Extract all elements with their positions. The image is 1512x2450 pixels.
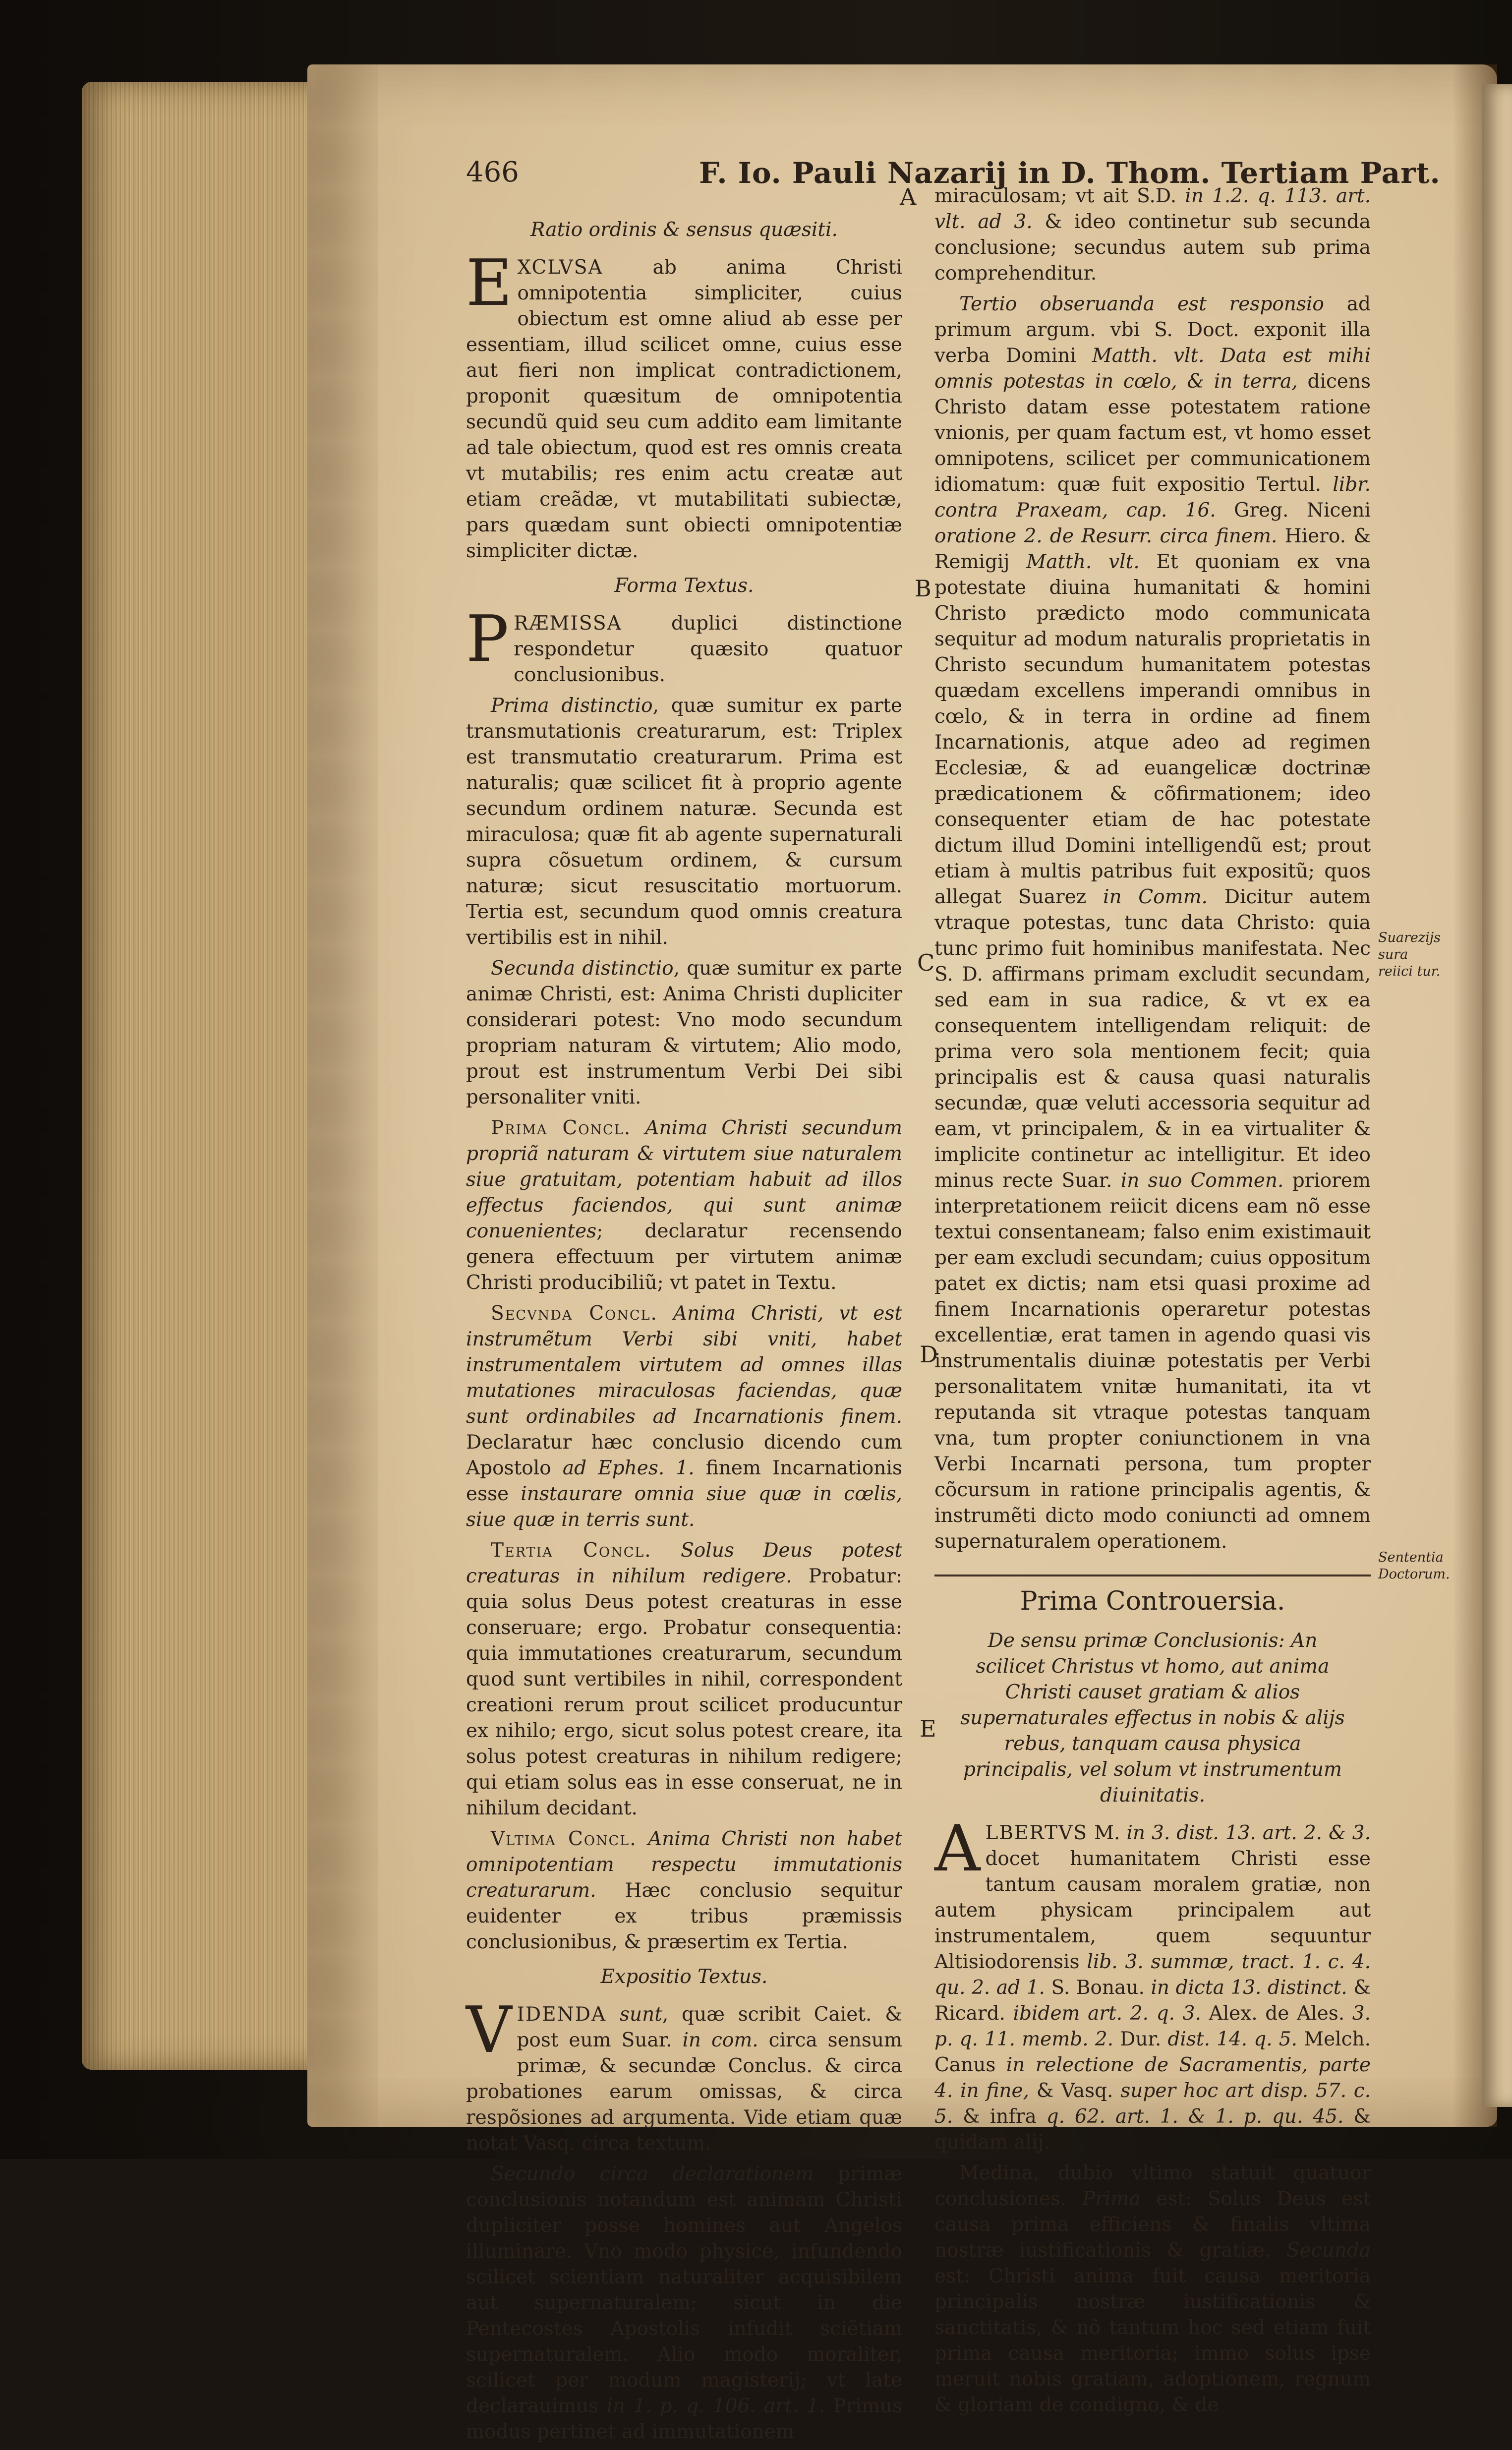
paragraph: Tertio obseruanda est responsio ad primum argum. vbi S. Doct. exponit illa verba Domini Matth. vlt. Data est mihi omnis potestas in cœlo, & in terra, dicens Christo datam esse potestatem ratione vnionis, per quam factum est, vt homo esset omnipotens, scilicet per communicationem idiomatum: quæ fuit expositio Tertul. libr. contra Praxeam, cap. 16. Greg. Niceni oratione 2. de Resurr. circa finem. Hiero. & Remigij Matth. vlt. Et quoniam ex vna potestate diuina humanitati & homini Christo prædicto modo communicata sequitur ad modum naturalis proprietatis in Christo secundum humanitatem potestas quædam excellens imperandi omnibus in cœlo, & in terra in ordine ad finem Incarnationis, atque adeo ad regimen Ecclesiæ, & ad euangelicæ doctrinæ prædicationem & cõfirmationem; ideo consequenter etiam de hac potestate dictum illud Domini intelligendũ est; prout etiam à multis patribus fuit expositũ; quos allegat Suarez in Comm. Dicitur autem vtraque potestas, tunc data Christo: quia tunc primo fuit hominibus manifestata. Nec S. D. affirmans primam excludit secundam, sed eam in sua radice, & vt ex ea consequentem intelligendam reliquit: de prima vero sola mentionem fecit; quia principalis est & causa quasi naturalis secundæ, quæ veluti accessoria sequitur ad eam, vt principalem, & in ea virtualiter & implicite continetur ac intelligitur. Et ideo minus recte Suar. in suo Commen. priorem interpretationem reiicit dicens eam nõ esse textui consentaneam; falso enim existimauit per eam excludi secundam; cuius oppositum patet ex dictis; nam etsi quasi proxime ad finem Incarnationis operaretur potestas excellentiæ, erat tamen in agendo quasi vis instrumentalis diuinæ potestatis per Verbi personalitatem vnitæ humanitati, ita vt reputanda sit vtraque potestas tanquam vna, tum propter coniunctionem in vna Verbi Incarnati persona, tum propter cõcursum in ratione principalis agentis, & instrumẽti dicto modo coniuncti ad omnem supernaturalem operationem. <box>934 293 1371 1553</box>
text-column-left <box>466 208 902 2450</box>
paragraph: Secvnda Concl. Anima Christi, vt est instrumẽtum Verbi sibi vniti, habet instrumentalem virtutem ad omnes illas mutationes miraculosas faciendas, quæ sunt ordinabiles ad Incarnationis finem. Declaratur hæc conclusio dicendo cum Apostolo ad Ephes. 1. finem Incarnationis esse instaurare omnia siue quæ in cœlis, siue quæ in terris sunt. <box>466 1302 902 1531</box>
drop-cap: E <box>466 246 513 320</box>
paragraph: PRÆMISSA duplici distinctione respondetur quæsito quatuor conclusionibus. <box>466 602 902 686</box>
page-number: 466 <box>466 156 519 188</box>
paragraph: Tertia Concl. Solus Deus potest creaturas in nihilum redigere. Probatur: quia solus Deus potest creaturas in esse conseruare; ergo. Probatur consequentia: quia immutationes creaturarum, secundum quod sunt vertibiles in nihil, correspondent creationi rerum prout scilicet producuntur ex nihilo; ergo, sicut solus potest creare, ita solus potest creaturas in nihilum redigere; qui etiam solus eas in esse conseruat, ne in nihilum decidant. <box>466 1539 903 1819</box>
paragraph: miraculosam; vt ait S.D. in 1.2. q. 113. art. vlt. ad 3. & ideo continetur sub secunda conclusione; secundus autem sub prima comprehenditur. <box>934 185 1371 285</box>
facing-page-edge <box>1482 84 1512 2107</box>
paragraph: Prima Concl. Anima Christi secundum propriã naturam & virtutem siue naturalem siue gratuitam, potentiam habuit ad illos effectus faciendos, qui sunt animæ conuenientes; declaratur recensendo genera effectuum per virtutem animæ Christi producibiliũ; vt patet in Textu. <box>466 1117 902 1294</box>
section-heading: Ratio ordinis & sensus quæsiti. <box>530 219 838 241</box>
paragraph: VIDENDA sunt, quæ scribit Caiet. & post eum Suar. in com. circa sensum primæ, & secundæ Conclus. & circa probationes earum omissas, & circa respõsiones ad argumenta. Vide etiam quæ notat Vasq. circa textum. <box>466 1993 902 2155</box>
controversy-subtitle: De sensu primæ Conclusionis: An scilicet Christus vt homo, aut anima Christi causet gratiam & alios supernaturales effectus in nobis & alijs rebus, tanquam causa physica principalis, vel solum vt instrumentum diuinitatis. <box>960 1630 1345 1807</box>
margin-letter-b: B <box>915 575 931 602</box>
margin-letter-d: D <box>920 1341 938 1368</box>
paragraph: Prima distinctio, quæ sumitur ex parte transmutationis creaturarum, est: Triplex est transmutatio creaturarum. Prima est naturalis; quæ scilicet fit à proprio agente secundum ordinem naturæ. Secunda est miraculosa; quæ fit ab agente supernaturali supra cõsuetum ordinem, & cursum naturæ; sicut resuscitatio mortuorum. Tertia est, secundum quod omnis creatura vertibilis est in nihil. <box>466 695 903 949</box>
margin-letter-a: A <box>900 183 917 210</box>
text-column-right <box>934 183 1371 2423</box>
margin-letter-c: C <box>917 949 935 976</box>
paragraph: ALBERTVS M. in 3. dist. 13. art. 2. & 3. docet humanitatem Christi esse tantum causam moralem gratiæ, non autem physicam principalem aut instrumentalem, quem sequuntur Altisiodorensis lib. 3. summæ, tract. 1. c. 4. qu. 2. ad 1. S. Bonau. in dicta 13. distinct. & Ricard. ibidem art. 2. q. 3. Alex. de Ales. 3. p. q. 11. memb. 2. Dur. dist. 14. q. 5. Melch. Canus in relectione de Sacramentis, parte 4. in fine, & Vasq. super hoc art disp. 57. c. 5. & infra q. 62. art. 1. & 1. p. qu. 45. & quidam alij. <box>934 1812 1371 2154</box>
book-fore-edge <box>82 82 330 2070</box>
running-title: F. Io. Pauli Nazarij in D. Thom. Tertiam Part. <box>699 156 1441 190</box>
paragraph: Secunda distinctio, quæ sumitur ex parte animæ Christi, est: Anima Christi dupliciter considerari potest: Vno modo secundum propriam naturam & virtutem; Alio modo, prout est instrumentum Verbi Dei sibi personaliter vniti. <box>466 957 902 1108</box>
paragraph: Medina, dubio vltimo statuit quatuor conclusiones. Prima est: Solus Deus est causa prima efficiens & finalis vltima nostræ iustificationis & gratiæ. Secunda est: Christi anima fuit causa meritoria principalis nostræ iustificationis & sanctitatis, & nõ tantum hoc sed etiam fuit prima causa meritoria; immo solus ipse meruit nobis gratiam, adoptionem, regnum & gloriam de condigno, & de <box>934 2162 1371 2416</box>
drop-cap: P <box>466 602 509 676</box>
paragraph: Vltima Concl. Anima Christi non habet omnipotentiam respectu immutationis creaturarum. Hæc conclusio sequitur euidenter ex tribus præmissis conclusionibus, & præsertim ex Tertia. <box>466 1828 902 1953</box>
controversy-heading: Prima Controuersia. <box>1020 1586 1285 1616</box>
section-heading: Forma Textus. <box>614 575 754 597</box>
section-divider <box>934 1575 1371 1576</box>
drop-cap: V <box>466 1993 512 2067</box>
margin-note-suarez: Suarezijs sura reiici tur. <box>1378 930 1441 979</box>
margin-note-sententia: Sententia Doctorum. <box>1378 1550 1450 1582</box>
paragraph: Secundo circa declarationem primæ conclusionis notandum est animam Christi dupliciter posse homines aut Angelos illuminare. Vno modo physice, infundendo scilicet scientiam naturaliter acquisibilem aut supernaturalem; sicut in die Pentecostes Apostolis infudit sciẽtiam supernaturalem. Alio modo moraliter, scilicet per modum magisterij; vt late declarauimus in 1. p. q. 106. art. 1. Primus modus pertinet ad immutationem <box>466 2163 903 2443</box>
drop-cap: A <box>934 1812 981 1886</box>
margin-letter-e: E <box>920 1715 936 1742</box>
section-heading: Expositio Textus. <box>600 1966 768 1988</box>
paragraph: EXCLVSA ab anima Christi omnipotentia simpliciter, cuius obiectum est omne aliud ab esse per essentiam, illud scilicet omne, cuius esse aut fieri non implicat contradictionem, proponit quæsitum de omnipotentia secundũ quid seu cum addito eam limitante ad tale obiectum, quod est res omnis creata vt mutabilis; res enim actu creatæ aut etiam creãdæ, vt mutabilitati subiectæ, pars quædam sunt obiecti omnipotentiæ simpliciter dictæ. <box>466 246 902 562</box>
